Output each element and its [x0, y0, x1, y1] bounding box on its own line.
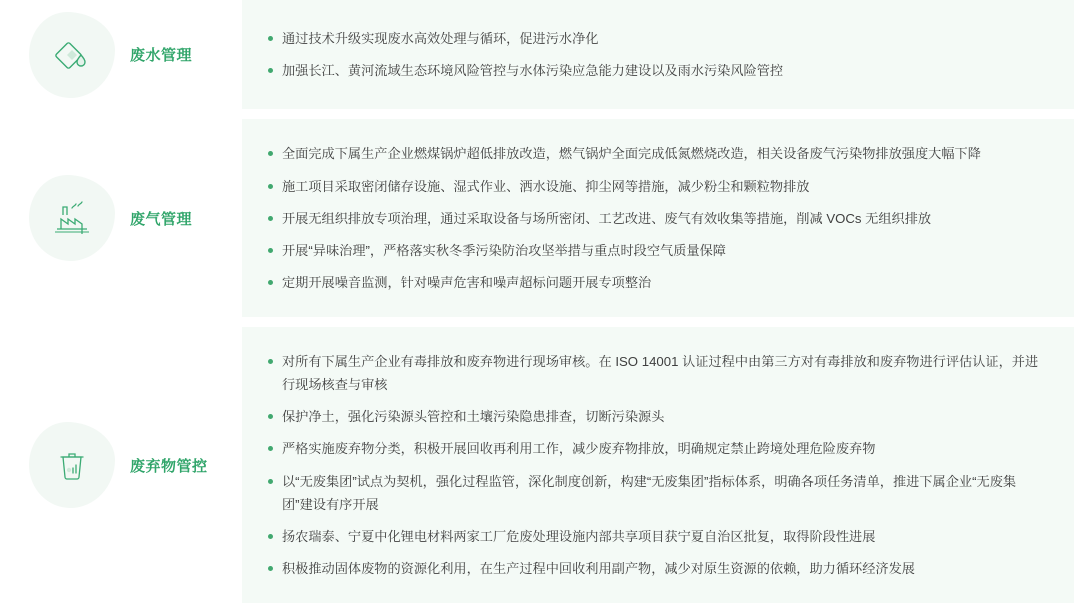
section-content-waste-gas	[242, 119, 1074, 317]
list-item: 开展“异味治理”，严格落实秋冬季污染防治攻坚举措与重点时段空气质量保障	[268, 239, 1044, 262]
bullet-list-waste-gas	[268, 133, 1044, 302]
water-drop-icon	[29, 12, 115, 98]
section-wastewater	[0, 0, 1074, 109]
section-content-wastewater	[242, 0, 1074, 109]
list-item: 扬农瑞泰、宁夏中化锂电材料两家工厂危废处理设施内部共享项目获宁夏自治区批复，取得阶段性进展	[268, 525, 1044, 548]
list-item: 积极推动固体废物的资源化利用，在生产过程中回收利用副产物，减少对原生资源的依赖，助力循环经济发展	[268, 557, 1044, 580]
list-item: 加强长江、黄河流域生态环境风险管控与水体污染应急能力建设以及雨水污染风险管控	[268, 59, 1044, 82]
bullet-list-wastewater	[268, 18, 1044, 91]
section-title-waste-gas: 废气管理	[130, 210, 193, 228]
icon-container	[24, 422, 120, 508]
icon-container	[24, 12, 120, 98]
section-header-solid-waste	[0, 327, 242, 603]
list-item: 保护净土，强化污染源头管控和土壤污染隐患排查，切断污染源头	[268, 405, 1044, 428]
list-item: 全面完成下属生产企业燃煤锅炉超低排放改造，燃气锅炉全面完成低氮燃烧改造，相关设备废气污染物排放强度大幅下降	[268, 142, 1044, 165]
section-header-wastewater	[0, 0, 242, 109]
list-item: 通过技术升级实现废水高效处理与循环，促进污水净化	[268, 27, 1044, 50]
section-divider	[0, 317, 1074, 327]
trash-bin-icon	[29, 422, 115, 508]
section-waste-gas	[0, 119, 1074, 317]
icon-container	[24, 175, 120, 261]
factory-chimney-icon	[29, 175, 115, 261]
section-header-waste-gas	[0, 119, 242, 317]
list-item: 施工项目采取密闭储存设施、湿式作业、洒水设施、抑尘网等措施，减少粉尘和颗粒物排放	[268, 175, 1044, 198]
section-solid-waste	[0, 327, 1074, 603]
section-divider	[0, 109, 1074, 119]
list-item: 对所有下属生产企业有毒排放和废弃物进行现场审核。在 ISO 14001 认证过程中由第三方对有毒排放和废弃物进行评估认证，并进行现场核查与审核	[268, 350, 1044, 396]
bullet-list-solid-waste	[268, 341, 1044, 589]
section-title-wastewater: 废水管理	[130, 47, 193, 65]
section-content-solid-waste	[242, 327, 1074, 603]
list-item: 以“无废集团”试点为契机，强化过程监管，深化制度创新，构建“无废集团”指标体系，明确各项任务清单，推进下属企业“无废集团”建设有序开展	[268, 470, 1044, 516]
section-title-solid-waste: 废弃物管控	[130, 457, 208, 475]
list-item: 开展无组织排放专项治理，通过采取设备与场所密闭、工艺改进、废气有效收集等措施，削减 VOCs 无组织排放	[268, 207, 1044, 230]
list-item: 定期开展噪音监测，针对噪声危害和噪声超标问题开展专项整治	[268, 271, 1044, 294]
list-item: 严格实施废弃物分类，积极开展回收再利用工作，减少废弃物排放，明确规定禁止跨境处理危险废弃物	[268, 437, 1044, 460]
